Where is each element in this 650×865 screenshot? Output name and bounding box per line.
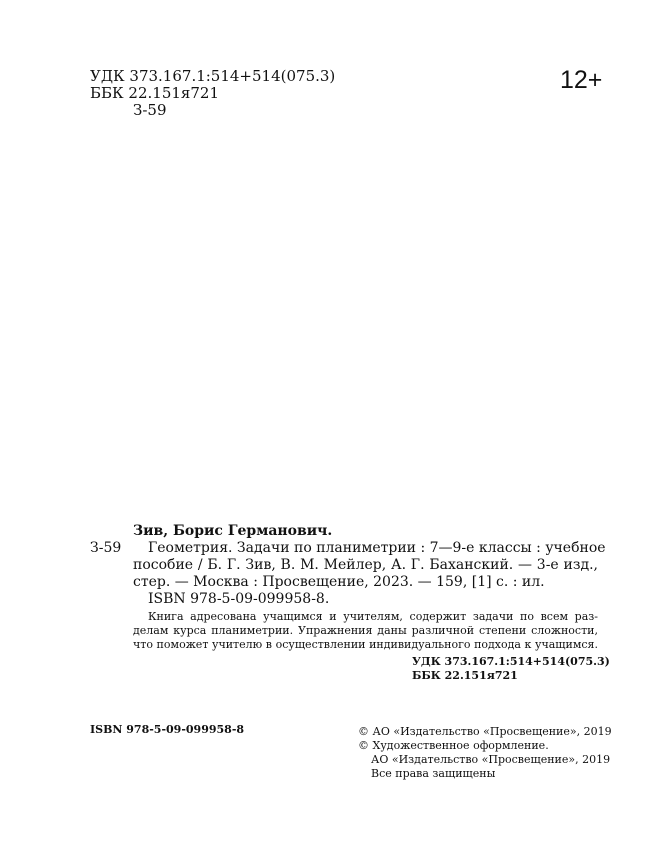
udk-code: УДК 373.167.1:514+514(075.3) (90, 67, 336, 85)
catalog-line: пособие / Б. Г. Зив, В. М. Мейлер, А. Г. Баханский. — 3-е изд., (133, 557, 598, 573)
rights-reserved: Все права защищены (371, 767, 496, 780)
annotation-line: Книга адресована учащимся и учителям, содержит задачи по всем раз- (148, 610, 598, 623)
author-sign: З-59 (133, 101, 167, 119)
catalog-line: Геометрия. Задачи по планиметрии : 7—9-е классы : учебное (148, 540, 606, 556)
footer-isbn: ISBN 978-5-09-099958-8 (90, 723, 245, 736)
annotation-line: делам курса планиметрии. Упражнения даны различной степени сложности, (133, 624, 598, 637)
copyright-line: © Художественное оформление. (358, 739, 549, 752)
bbk-code: ББК 22.151я721 (90, 84, 220, 102)
catalog-line: стер. — Москва : Просвещение, 2023. — 159, [1] с. : ил. (133, 574, 545, 590)
copyright-line: © АО «Издательство «Просвещение», 2019 (358, 725, 612, 738)
age-rating: 12+ (560, 66, 603, 94)
catalog-author: Зив, Борис Германович. (133, 523, 333, 539)
catalog-udk: УДК 373.167.1:514+514(075.3) (412, 655, 610, 668)
catalog-code: З-59 (90, 540, 122, 556)
annotation-line: что поможет учителю в осуществлении индивидуального подхода к учащимся. (133, 638, 598, 651)
copyright-line: АО «Издательство «Просвещение», 2019 (371, 753, 611, 766)
catalog-isbn: ISBN 978-5-09-099958-8. (148, 591, 330, 607)
catalog-bbk: ББК 22.151я721 (412, 669, 518, 682)
